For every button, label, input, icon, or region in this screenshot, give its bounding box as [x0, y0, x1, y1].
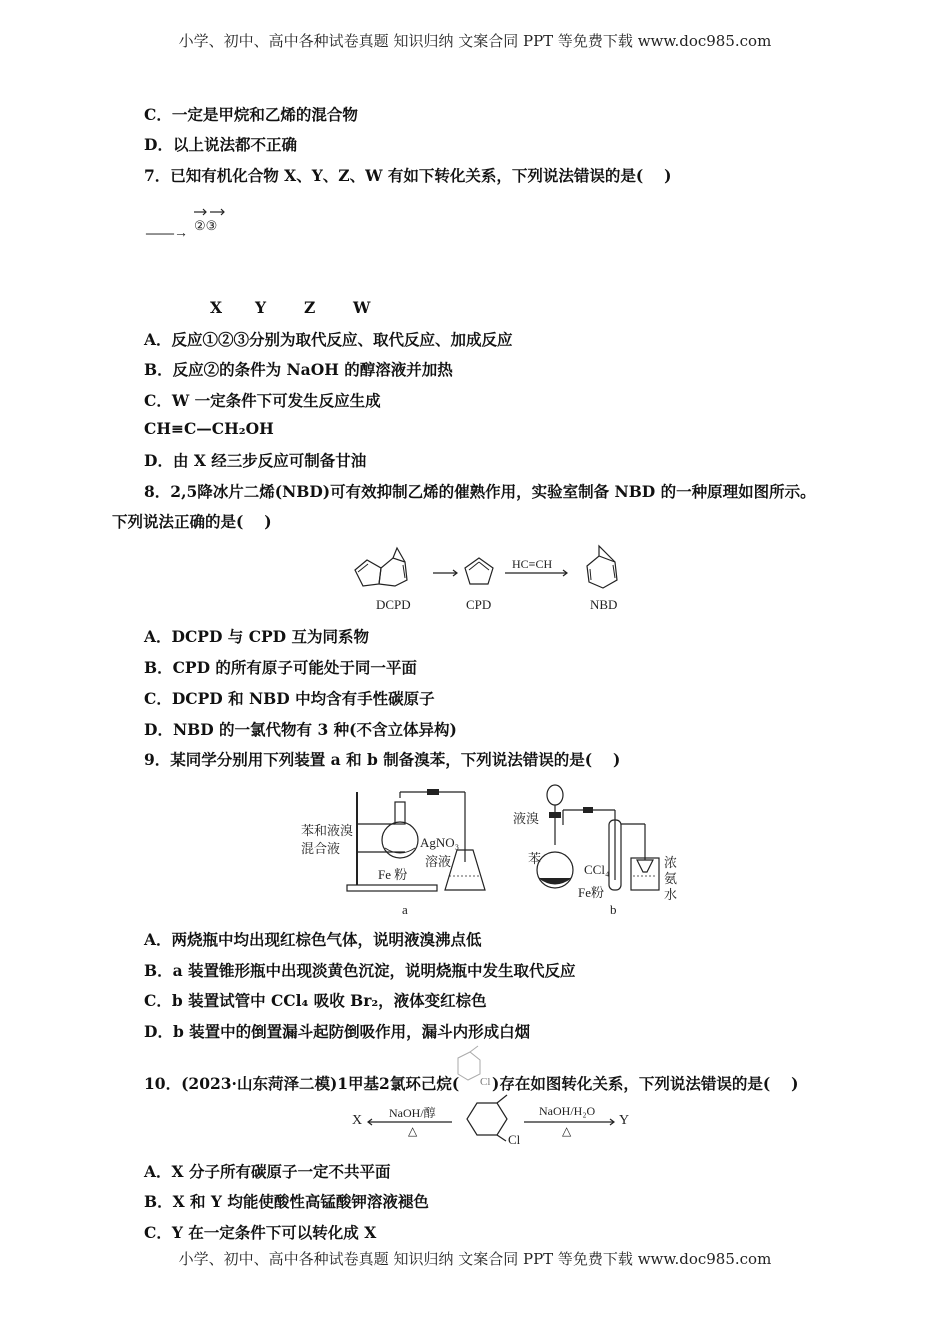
- q9-b-nh3-3: 水: [664, 887, 678, 902]
- q9-a-fe: Fe 粉: [378, 867, 408, 882]
- q8-option-d: D．NBD 的一氯代物有 3 种(不含立体异构): [144, 720, 457, 739]
- q8-stem-line1: 8．2,5降冰片二烯(NBD)可有效抑制乙烯的催熟作用，实验室制备 NBD 的一种原理如图所示。: [144, 482, 816, 501]
- q8-option-a: A．DCPD 与 CPD 互为同系物: [144, 627, 370, 646]
- q10-cond-right-bottom: △: [562, 1124, 572, 1138]
- q9-apparatus-b: [535, 780, 680, 900]
- q8-label-nbd: NBD: [590, 597, 618, 612]
- q9-option-b: B．a 装置锥形瓶中出现淡黄色沉淀，说明烧瓶中发生取代反应: [144, 961, 576, 980]
- q10-ring-cl: Cl: [508, 1132, 521, 1147]
- q7-letter-w: W: [353, 298, 371, 317]
- q10-option-b: B．X 和 Y 均能使酸性高锰酸钾溶液褪色: [144, 1192, 429, 1211]
- q10-stem-part2: )存在如图转化关系，下列说法错误的是( ): [492, 1074, 799, 1093]
- q8-option-b: B．CPD 的所有原子可能处于同一平面: [144, 658, 417, 677]
- q10-cond-right-top: NaOH/H₂O: [539, 1104, 596, 1118]
- page-header: 小学、初中、高中各种试卷真题 知识归纳 文案合同 PPT 等免费下载 www.doc985.com: [178, 32, 772, 50]
- q7-option-d: D．由 X 经三步反应可制备甘油: [144, 451, 367, 470]
- q10-cond-left-bottom: △: [408, 1124, 418, 1138]
- q9-b-nh3-2: 氨: [664, 871, 678, 886]
- q9-a-caption: a: [402, 902, 408, 917]
- q10-stem-part1: 10．(2023·山东菏泽二模)1甲基2氯环己烷(: [144, 1074, 460, 1093]
- q7-option-b: B．反应②的条件为 NaOH 的醇溶液并加热: [144, 360, 453, 379]
- q9-b-caption: b: [610, 902, 617, 917]
- q9-a-solution: 溶液: [425, 854, 452, 869]
- q7-letter-z: Z: [304, 298, 316, 317]
- q8-label-dcpd: DCPD: [376, 597, 411, 612]
- q9-a-mix2: 混合液: [301, 841, 341, 856]
- q7-scheme-arrow: ——→: [146, 226, 188, 241]
- q9-a-mix1: 苯和液溴: [301, 823, 354, 838]
- q9-b-bromine: 液溴: [513, 811, 540, 826]
- q9-option-d: D．b 装置中的倒置漏斗起防倒吸作用，漏斗内形成白烟: [144, 1022, 531, 1041]
- q7-option-c-formula: CH≡C—CH₂OH: [144, 419, 274, 438]
- q7-scheme-marks: ②③: [194, 218, 218, 233]
- q6-option-d: D．以上说法都不正确: [144, 135, 297, 154]
- nbd-structure: [587, 556, 617, 588]
- cpd-structure: [465, 558, 493, 584]
- q6-option-c: C．一定是甲烷和乙烯的混合物: [144, 105, 358, 124]
- q9-stem: 9．某同学分别用下列装置 a 和 b 制备溴苯，下列说法错误的是( ): [144, 750, 621, 769]
- funnel-icon: [637, 860, 653, 872]
- q8-stem-line2: 下列说法正确的是( ): [112, 512, 272, 531]
- q10-product-y: Y: [619, 1113, 630, 1128]
- q10-inline-cl: Cl: [480, 1076, 491, 1088]
- q7-letter-x: X: [210, 298, 223, 317]
- q10-option-a: A．X 分子所有碳原子一定不共平面: [144, 1162, 391, 1181]
- q8-label-cpd: CPD: [466, 597, 492, 612]
- q10-option-c: C．Y 在一定条件下可以转化成 X: [144, 1223, 377, 1242]
- q7-stem: 7．已知有机化合物 X、Y、Z、W 有如下转化关系，下列说法错误的是( ): [144, 166, 672, 185]
- page-footer: 小学、初中、高中各种试卷真题 知识归纳 文案合同 PPT 等免费下载 www.doc985.com: [178, 1250, 772, 1268]
- q9-a-agno3: AgNO₃: [420, 835, 460, 850]
- q7-option-a: A．反应①②③分别为取代反应、取代反应、加成反应: [144, 330, 513, 349]
- q9-b-ccl4: CCl₄: [584, 862, 610, 877]
- q9-option-a: A．两烧瓶中均出现红棕色气体，说明液溴沸点低: [144, 930, 482, 949]
- q7-option-c: C．W 一定条件下可发生反应生成: [144, 391, 381, 410]
- q8-option-c: C．DCPD 和 NBD 中均含有手性碳原子: [144, 689, 435, 708]
- q10-product-x: X: [352, 1113, 363, 1128]
- q9-b-nh3-1: 浓: [664, 855, 678, 870]
- q8-reagent: HC≡CH: [512, 557, 553, 571]
- q7-letter-y: Y: [255, 298, 267, 317]
- dcpd-structure: [355, 560, 381, 586]
- q9-b-benzene: 苯: [528, 851, 542, 866]
- cyclohexane-structure: [467, 1103, 507, 1135]
- q10-cond-left-top: NaOH/醇: [389, 1106, 436, 1120]
- q9-b-fe: Fe粉: [578, 885, 605, 900]
- q9-option-c: C．b 装置试管中 CCl₄ 吸收 Br₂，液体变红棕色: [144, 991, 487, 1010]
